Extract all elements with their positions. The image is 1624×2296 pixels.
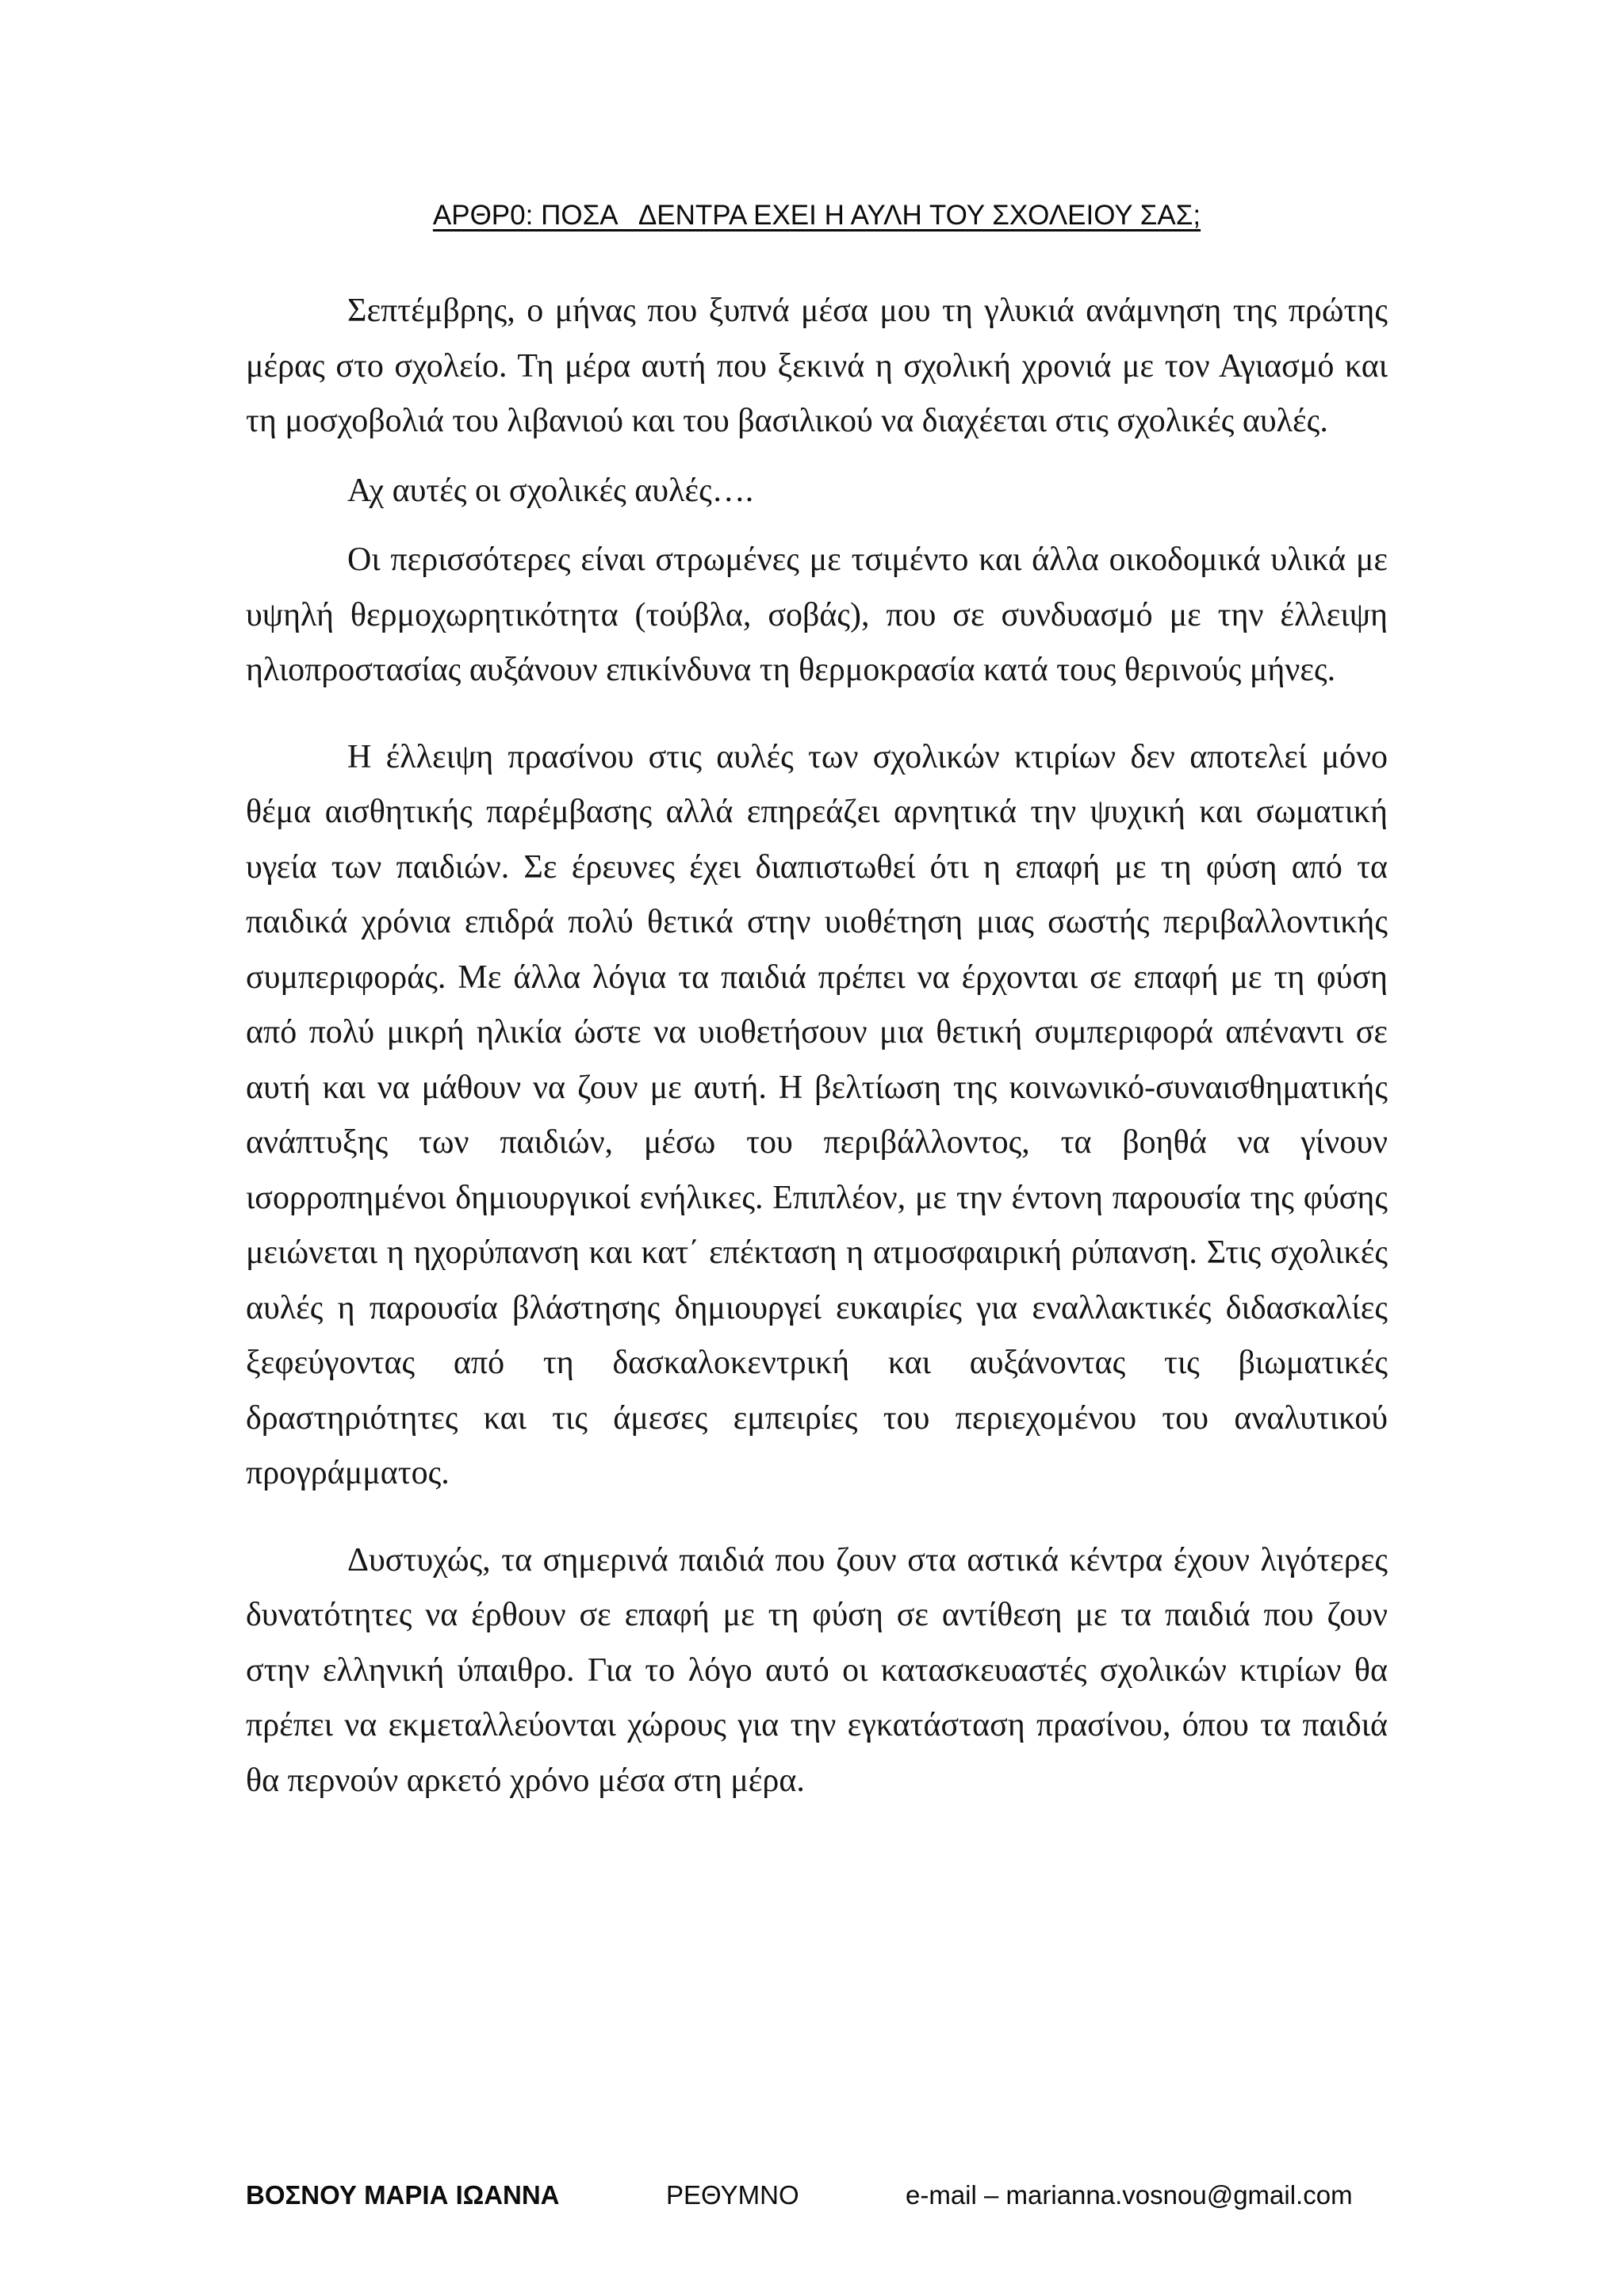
paragraph-lack-of-green: Η έλλειψη πρασίνου στις αυλές των σχολικών κτιρίων δεν αποτελεί μόνο θέμα αισθητικής παρέμβασης αλλά επηρεάζει αρνητικά την ψυχική και σωματική υγεία των παιδιών. Σε έρευνες έχει διαπιστωθεί ότι η επαφή με τη φύση από τα παιδικά χρόνια επιδρά πολύ θετικά στην υιοθέτηση μιας σωστής περιβαλλοντικής συμπεριφοράς. Με άλλα λόγια τα παιδιά πρέπει να έρχονται σε επαφή με τη φύση από πολύ μικρή ηλικία ώστε να υιοθετήσουν μια θετική συμπεριφορά απέναντι σε αυτή και να μάθουν να ζουν με αυτή. Η βελτίωση της κοινωνικό-συναισθηματικής ανάπτυξης των παιδιών, μέσω του περιβάλλοντος, τα βοηθά να γίνουν ισορροπημένοι δημιουργικοί ενήλικες. Επιπλέον, με την έντονη παρουσία της φύσης μειώνεται η ηχορύπανση και κατ΄ επέκταση η ατμοσφαιρική ρύπανση. Στις σχολικές αυλές η παρουσία βλάστησης δημιουργεί ευκαιρίες για εναλλακτικές διδασκαλίες ξεφεύγοντας από τη δασκαλοκεντρική και αυξάνοντας τις βιωματικές δραστηριότητες και τις άμεσες εμπειρίες του περιεχομένου του αναλυτικού προγράμματος.: [246, 738, 1388, 1491]
footer-city: ΡΕΘΥΜΝΟ: [666, 2180, 799, 2210]
article-title: ΑΡΘΡ0: ΠΟΣΑ ΔΕΝΤΡΑ ΕΧΕΙ Η ΑΥΛΗ ΤΟΥ ΣΧΟΛΕΙΟΥ ΣΑΣ;: [432, 200, 1201, 231]
article-body: [246, 284, 1388, 1808]
footer-email: e-mail – marianna.vosnou@gmail.com: [906, 2180, 1353, 2210]
paragraph-urban-children: Δυστυχώς, τα σημερινά παιδιά που ζουν στα αστικά κέντρα έχουν λιγότερες δυνατότητες να έρθουν σε επαφή με τη φύση σε αντίθεση με τα παιδιά που ζουν στην ελληνική ύπαιθρο. Για το λόγο αυτό οι κατασκευαστές σχολικών κτιρίων θα πρέπει να εκμεταλλεύονται χώρους για την εγκατάσταση πρασίνου, όπου τα παιδιά θα περνούν αρκετό χρόνο μέσα στη μέρα.: [246, 1541, 1388, 1799]
page-footer: [246, 2175, 1388, 2215]
paragraph-school-yards: Αχ αυτές οι σχολικές αυλές….: [347, 472, 754, 509]
footer-author-name: ΒΟΣΝΟΥ ΜΑΡΙΑ ΙΩΑΝΝΑ: [246, 2180, 560, 2210]
paragraph-concrete-yards: Οι περισσότερες είναι στρωμένες με τσιμέντο και άλλα οικοδομικά υλικά με υψηλή θερμοχωρητικότητα (τούβλα, σοβάς), που σε συνδυασμό με την έλλειψη ηλιοπροστασίας αυξάνουν επικίνδυνα τη θερμοκρασία κατά τους θερινούς μήνες.: [246, 541, 1388, 688]
paragraph-september: Σεπτέμβρης, ο μήνας που ξυπνά μέσα μου τη γλυκιά ανάμνηση της πρώτης μέρας στο σχολείο. Τη μέρα αυτή που ξεκινά η σχολική χρονιά με τον Αγιασμό και τη μοσχοβολιά του λιβανιού και του βασιλικού να διαχέεται στις σχολικές αυλές.: [246, 293, 1388, 439]
